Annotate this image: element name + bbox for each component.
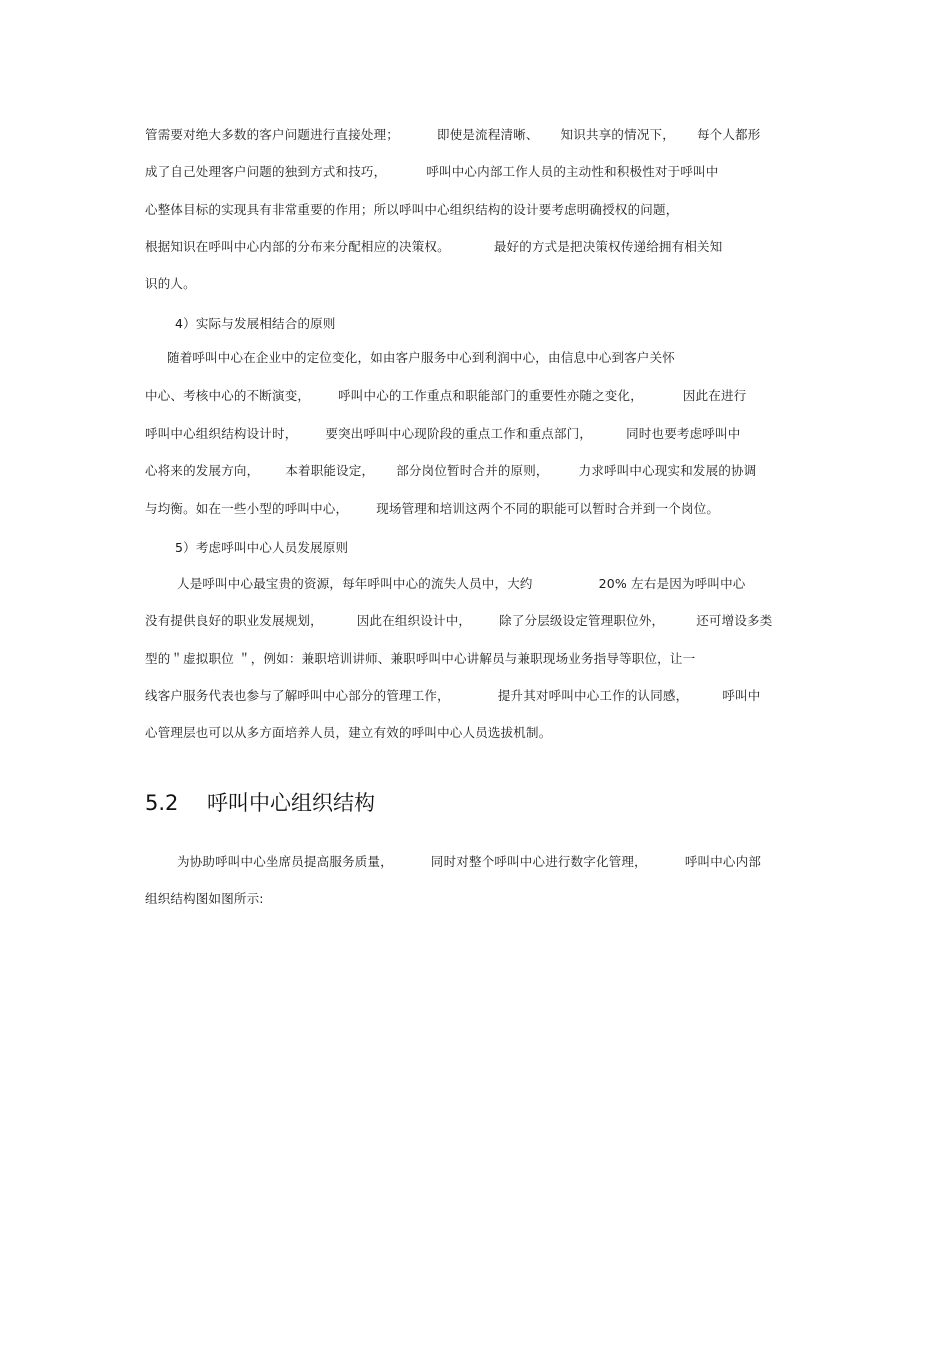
text-segment: 力求呼叫中心现实和发展的协调 xyxy=(578,463,757,478)
body-text-line xyxy=(145,501,719,517)
text-segment: 同时对整个呼叫中心进行数字化管理， xyxy=(430,854,647,869)
text-segment: 心将来的发展方向， xyxy=(145,463,260,478)
subsection-heading: 4）实际与发展相结合的原则 xyxy=(175,316,336,331)
body-text-line xyxy=(145,127,760,143)
text-segment: 要突出呼叫中心现阶段的重点工作和重点部门， xyxy=(325,426,593,441)
body-text-line: 随着呼叫中心在企业中的定位变化，如由客户服务中心到利润中心，由信息中心到客户关怀 xyxy=(167,350,676,365)
text-segment: 管需要对绝大多数的客户问题进行直接处理； xyxy=(145,127,400,142)
text-segment: 知识共享的情况下， xyxy=(560,127,675,142)
body-text-line: 识的人。 xyxy=(145,276,196,291)
body-text-line xyxy=(145,426,740,442)
text-segment: 呼叫中心内部 xyxy=(684,854,762,869)
text-segment: 每个人都形 xyxy=(696,127,761,142)
text-segment: 呼叫中心的工作重点和职能部门的重要性亦随之变化， xyxy=(338,388,643,403)
text-segment: 与均衡。如在一些小型的呼叫中心， xyxy=(145,501,349,516)
text-segment: 成了自己处理客户问题的独到方式和技巧， xyxy=(145,164,387,179)
body-text-line xyxy=(177,576,745,592)
body-text-line: 组织结构图如图所示: xyxy=(145,891,264,906)
text-segment: 中心、考核中心的不断演变， xyxy=(145,388,311,403)
body-text-line xyxy=(145,463,756,479)
text-segment: 本着职能设定， xyxy=(285,463,375,478)
text-segment: 因此在进行 xyxy=(682,388,747,403)
text-segment: 呼叫中 xyxy=(722,688,761,703)
body-text-line xyxy=(145,239,722,255)
section-heading xyxy=(145,789,375,817)
text-segment: 除了分层级设定管理职位外， xyxy=(499,613,665,628)
text-segment: 最好的方式是把决策权传递给拥有相关知 xyxy=(493,239,723,254)
text-segment: 呼叫中心内部工作人员的主动性和积极性对于呼叫中 xyxy=(426,164,719,179)
text-segment: 还可增设多类 xyxy=(696,613,773,628)
body-text-line xyxy=(145,613,772,629)
text-segment: 为协助呼叫中心坐席员提高服务质量， xyxy=(177,854,393,869)
subsection-heading: 5）考虑呼叫中心人员发展原则 xyxy=(175,540,349,555)
section-number: 5.2 xyxy=(145,791,179,815)
text-segment: 提升其对呼叫中心工作的认同感， xyxy=(497,688,689,703)
body-text-line xyxy=(145,688,760,704)
text-segment: 线客户服务代表也参与了解呼叫中心部分的管理工作， xyxy=(145,688,450,703)
body-text-line xyxy=(145,164,718,180)
text-segment: 即使是流程清晰、 xyxy=(437,127,539,142)
text-segment: 20% 左右是因为呼叫中心 xyxy=(598,576,746,591)
text-segment: 因此在组织设计中， xyxy=(356,613,472,628)
section-title: 呼叫中心组织结构 xyxy=(207,791,375,815)
text-segment: 没有提供良好的职业发展规划， xyxy=(145,613,323,628)
text-segment: 部分岗位暂时合并的原则， xyxy=(396,463,549,478)
body-text-line xyxy=(177,854,761,870)
text-segment: 现场管理和培训这两个不同的职能可以暂时合并到一个岗位。 xyxy=(376,501,720,516)
body-text-line xyxy=(145,388,746,404)
body-text-line: 心整体目标的实现具有非常重要的作用；所以呼叫中心组织结构的设计要考虑明确授权的问题， xyxy=(145,202,679,217)
text-segment: 同时也要考虑呼叫中 xyxy=(626,426,741,441)
body-text-line: 心管理层也可以从多方面培养人员，建立有效的呼叫中心人员选拔机制。 xyxy=(145,725,552,740)
text-segment: 呼叫中心组织结构设计时， xyxy=(145,426,298,441)
text-segment: 人是呼叫中心最宝贵的资源，每年呼叫中心的流失人员中，大约 xyxy=(177,576,533,591)
text-segment: 根据知识在呼叫中心内部的分布来分配相应的决策权。 xyxy=(145,239,450,254)
body-text-line: 型的＂虚拟职位 ＂，例如：兼职培训讲师、兼职呼叫中心讲解员与兼职现场业务指导等职位，让一 xyxy=(145,651,696,666)
